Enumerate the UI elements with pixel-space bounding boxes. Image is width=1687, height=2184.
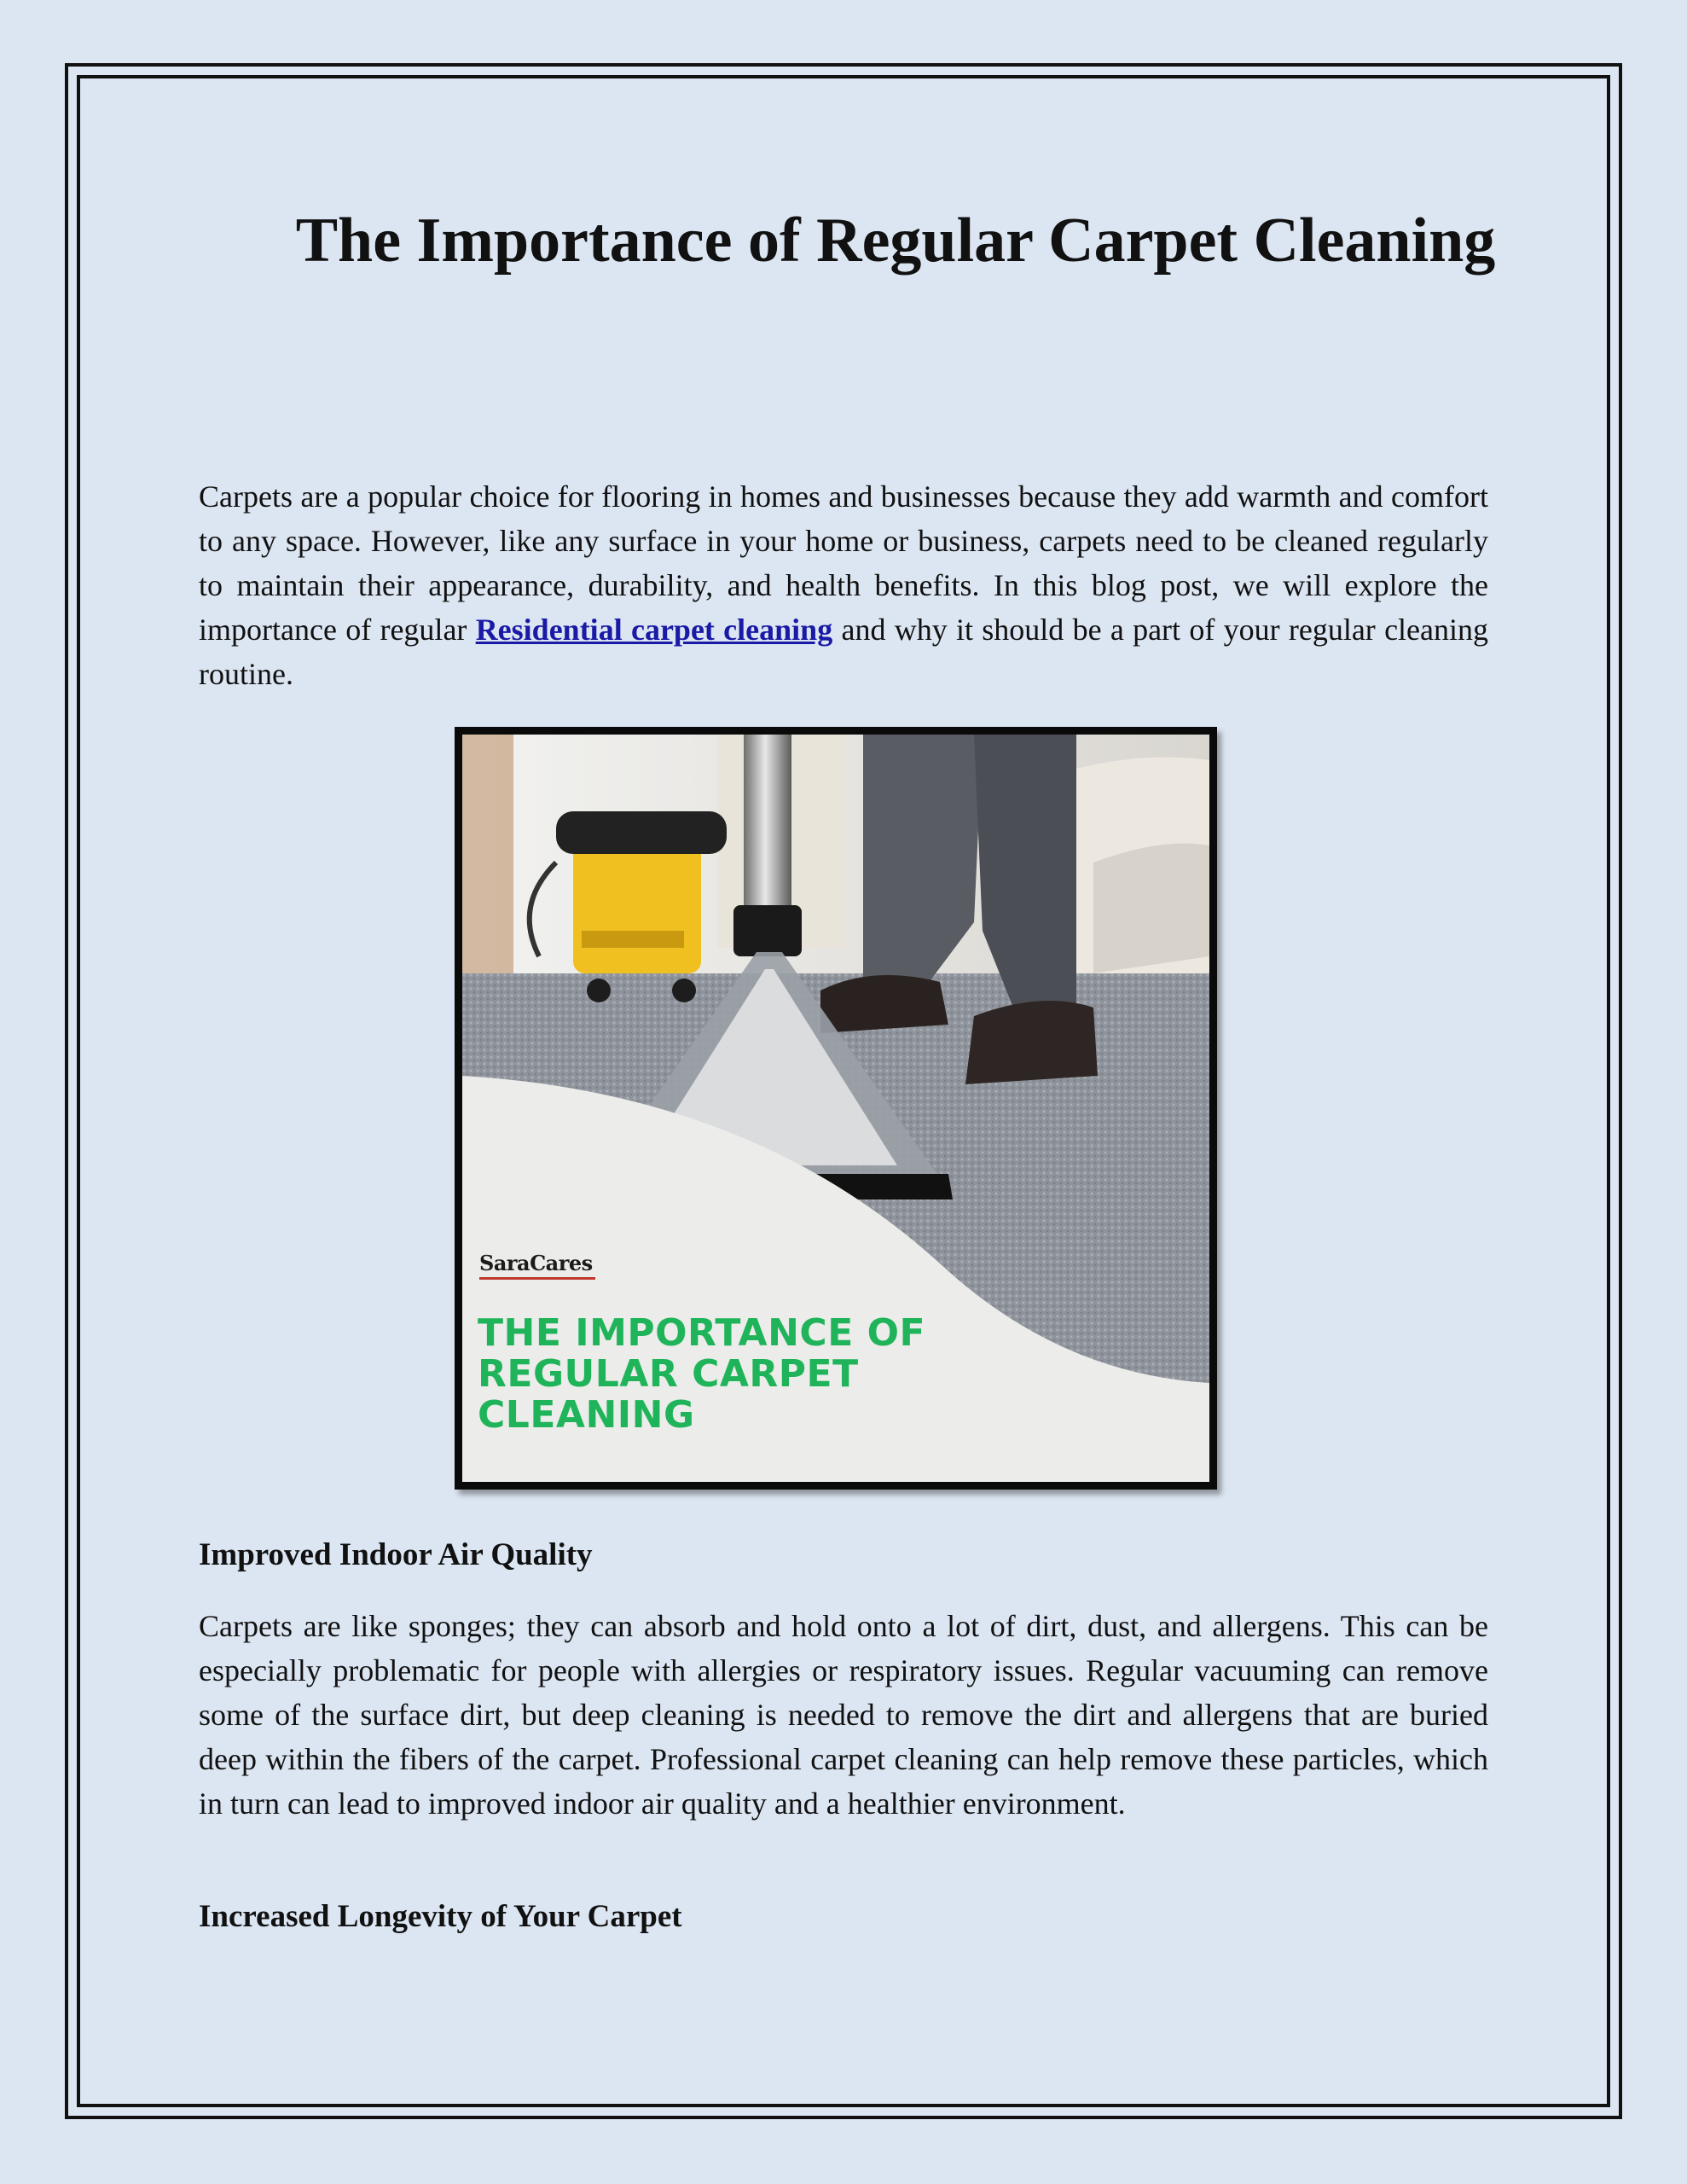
section-heading-air-quality: Improved Indoor Air Quality — [199, 1537, 593, 1572]
logo-underline — [479, 1277, 595, 1280]
section-body-air-quality: Carpets are like sponges; they can absorb and hold onto a lot of dirt, dust, and allergens. This can be especially problematic for people with allergies or respiratory issues. Regular vacuuming can remove some of the surface dirt, but deep cleaning is needed to remove the dirt and allergens that are buried deep within the fibers of the carpet. Professional carpet cleaning can help remove these particles, which in turn can lead to improved indoor air quality and a healthier environment. — [199, 1609, 1488, 1821]
intro-text-after: and why it should be a part of your regular cleaning routine. — [199, 613, 1489, 691]
illustration-heading-line-3: CLEANING — [478, 1393, 695, 1437]
illustration-heading — [478, 1313, 989, 1436]
section-heading-longevity: Increased Longevity of Your Carpet — [199, 1899, 682, 1934]
saracares-logo: SaraCares — [479, 1251, 593, 1275]
illustration-heading-line-1: THE IMPORTANCE OF — [478, 1311, 926, 1355]
intro-paragraph — [199, 474, 1488, 696]
intro-text-before: Carpets are a popular choice for flooring in homes and businesses because they add warmth and comfort to any space. However, like any surface in your home or business, carpets need to be cleaned regularly to maintain their appearance, durability, and health benefits. In this blog post, we will explore the importance of regular — [199, 479, 1488, 647]
page-title: The Importance of Regular Carpet Cleaning — [295, 206, 1496, 276]
residential-carpet-cleaning-link[interactable]: Residential carpet cleaning — [475, 613, 833, 647]
carpet-cleaning-illustration — [455, 727, 1217, 1490]
illustration-heading-line-2: REGULAR CARPET — [478, 1352, 859, 1396]
